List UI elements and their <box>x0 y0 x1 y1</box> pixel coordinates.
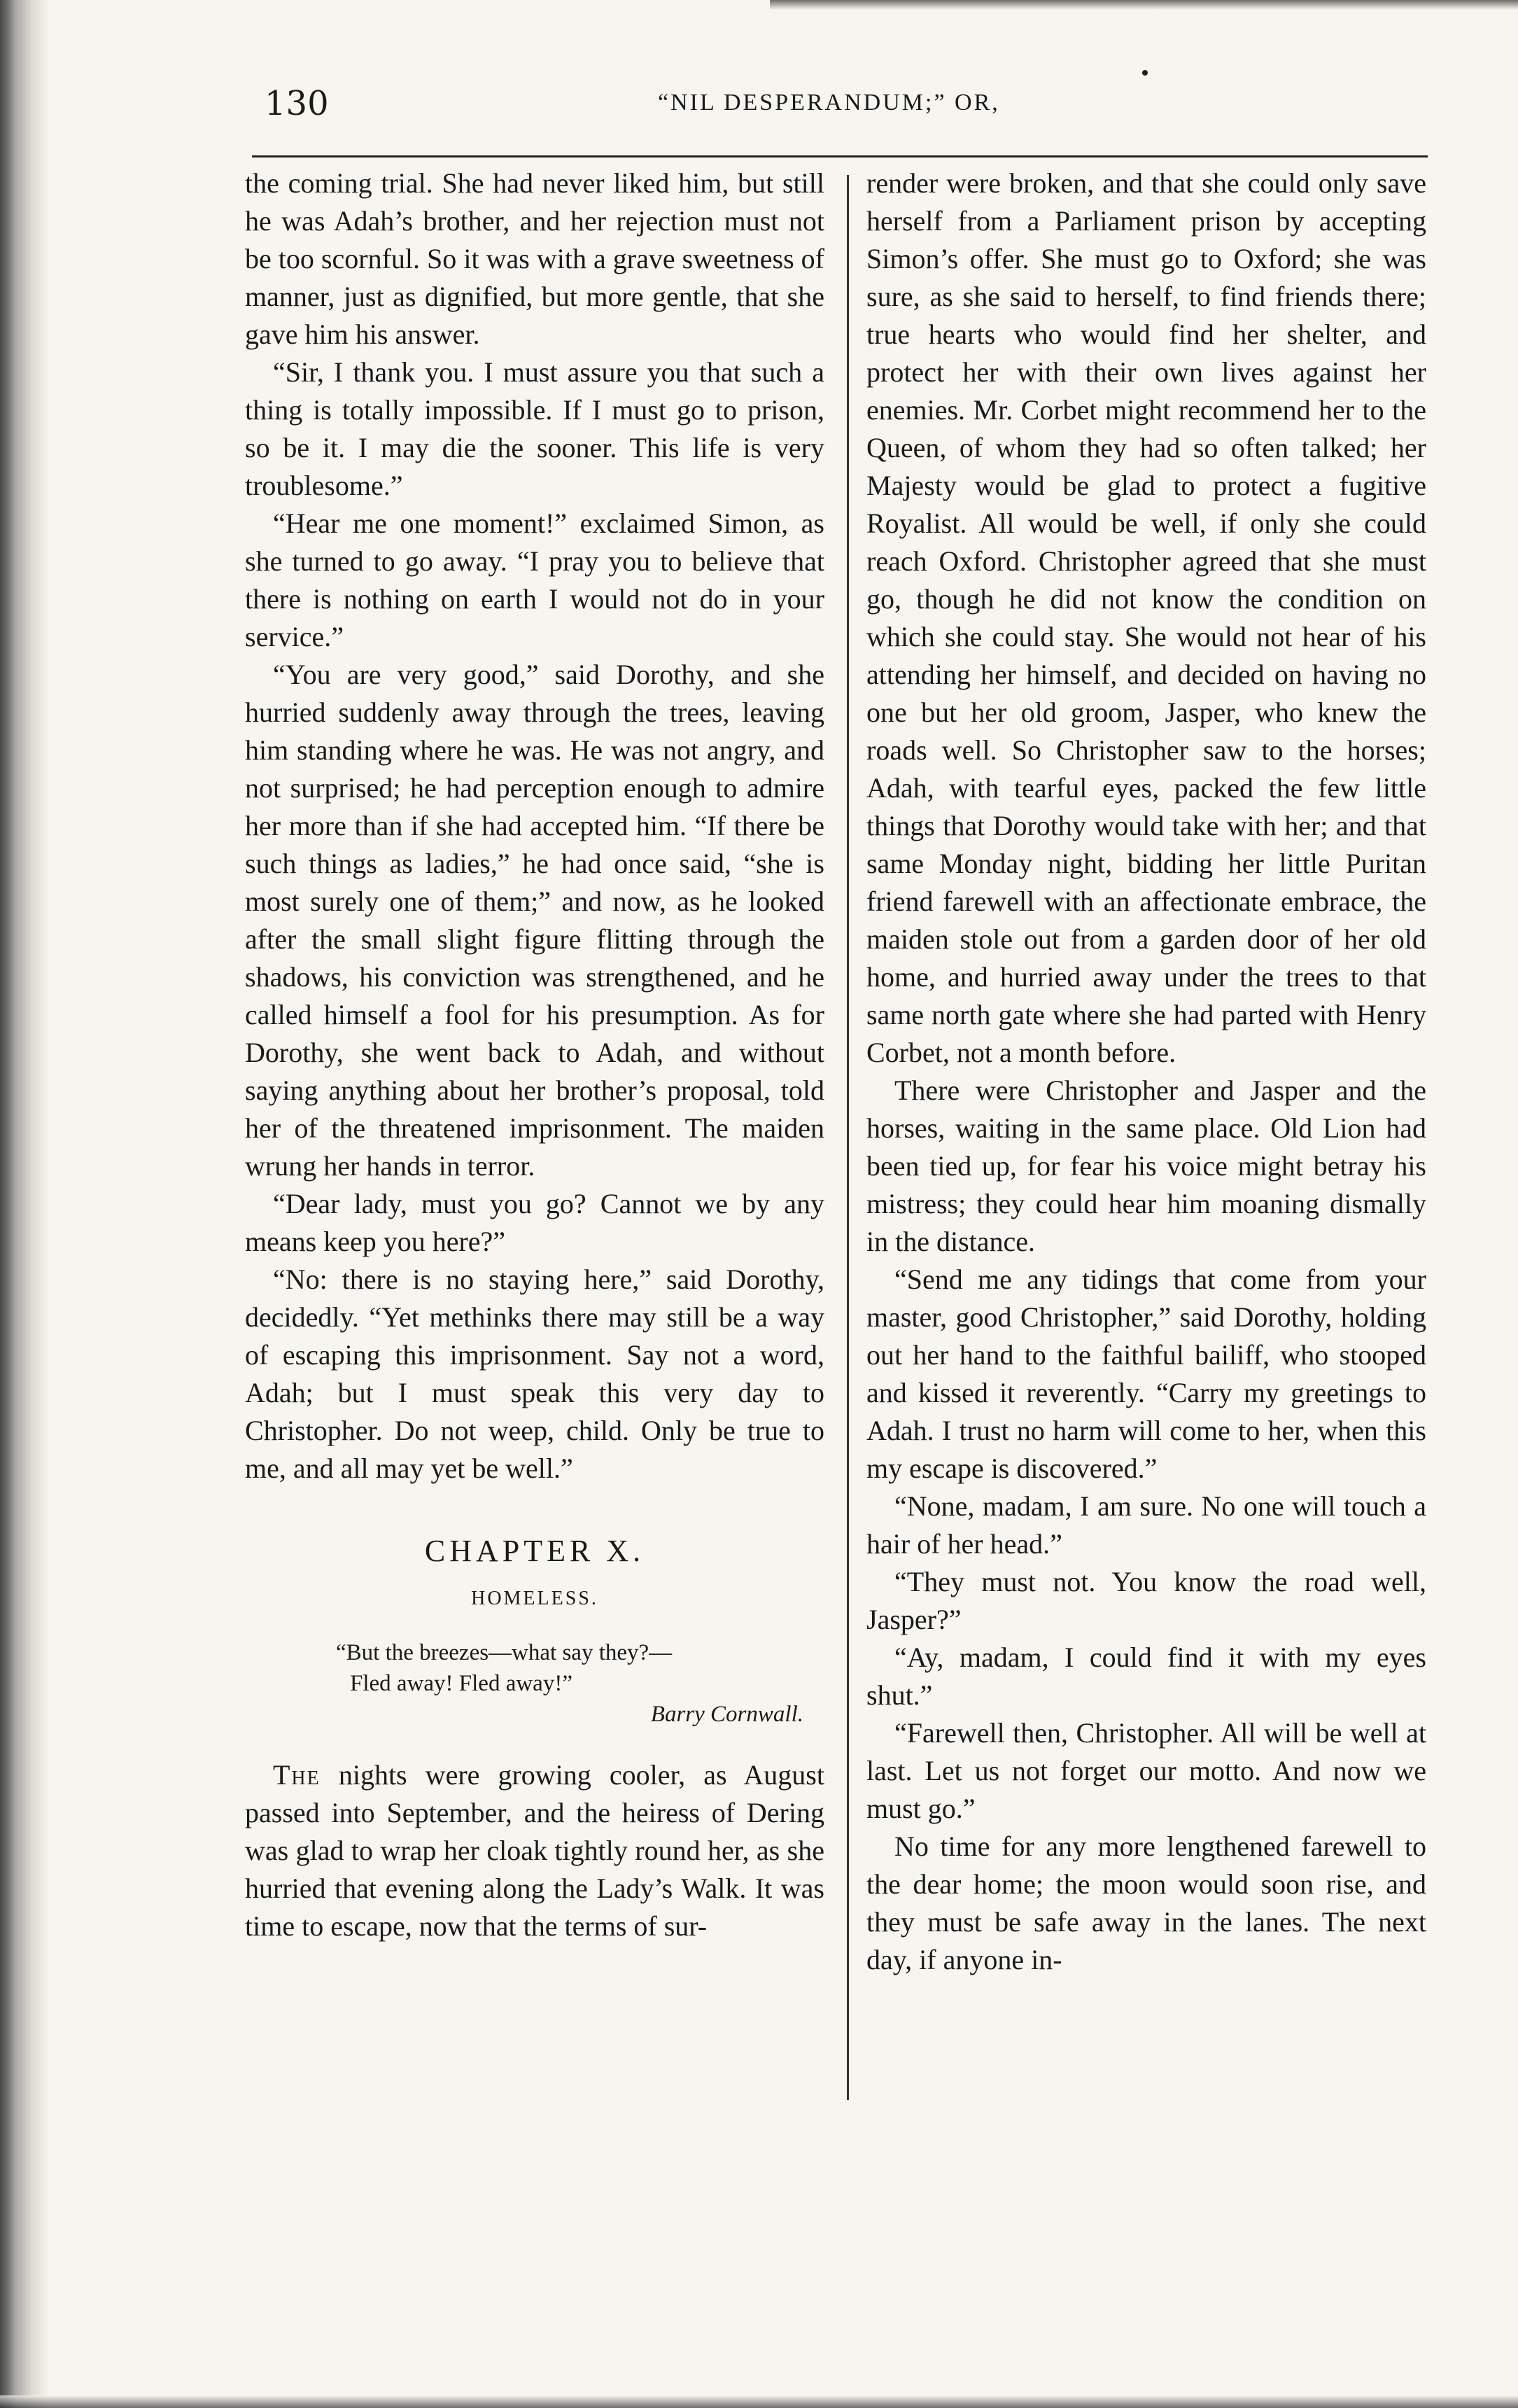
page-number: 130 <box>265 84 329 123</box>
paragraph: “Send me any tidings that come from your master, good Christopher,” said Dorothy, holding out her hand to the faithful bailiff, who stooped and kissed it reverently. “Carry my greetings to Adah. I trust no harm will come to her, when this my escape is discovered.” <box>866 1264 1426 1484</box>
left-column <box>245 164 824 1945</box>
opening-text: nights were growing cooler, as August passed into September, and the heiress of Dering was glad to wrap her cloak tightly round her, as she hurried that evening along the Lady’s Walk. It was time to escape, now that the terms of sur- <box>245 1759 824 1942</box>
page-edge-top <box>770 0 1518 10</box>
epigraph <box>336 1637 824 1730</box>
paragraph: “They must not. You know the road well, Jasper?” <box>866 1566 1426 1635</box>
paragraph: “None, madam, I am sure. No one will touch a hair of her head.” <box>866 1490 1426 1560</box>
chapter-title: CHAPTER X. <box>424 1534 645 1568</box>
epigraph-line: “But the breezes—what say they?— <box>336 1640 673 1665</box>
paragraph: “Ay, madam, I could find it with my eyes shut.” <box>866 1642 1426 1711</box>
running-title: “NIL DESPERANDUM;” OR, <box>658 90 1000 115</box>
paragraph: “Farewell then, Christopher. All will be well at last. Let us not forget our motto. And now we must go.” <box>866 1717 1426 1824</box>
paragraph: render were broken, and that she could only save herself from a Parliament prison by accepting Simon’s offer. She must go to Oxford; she was sure, as she said to herself, to find friends there; true hearts who would find her shelter, and protect her with their own lives against her enemies. Mr. Corbet might recommend her to the Queen, of whom they had so often talked; her Majesty would be glad to protect a fugitive Royalist. All would be well, if only she could reach Oxford. Christopher agreed that she must go, though he did not know the condition on which she could stay. She would not hear of his attending her himself, and decided on having no one but her old groom, Jasper, who knew the roads well. So Christopher saw to the horses; Adah, with tearful eyes, packed the few little things that Dorothy would take with her; and that same Monday night, bidding her little Puritan friend farewell with an affectionate embrace, the maiden stole out from a garden door of her old home, and hurried away under the trees to that same north gate where she had parted with Henry Corbet, not a month before. <box>866 167 1426 1068</box>
paragraph: No time for any more lengthened farewell to the dear home; the moon would soon rise, and they must be safe away in the lanes. The next day, if anyone in- <box>866 1830 1426 1975</box>
paragraph: “Hear me one moment!” exclaimed Simon, as she turned to go away. “I pray you to believe that there is nothing on earth I would not do in your service.” <box>245 507 824 652</box>
paragraph: “Dear lady, must you go? Cannot we by any means keep you here?” <box>245 1188 824 1257</box>
opening-word: The <box>273 1759 321 1791</box>
paragraph: the coming trial. She had never liked him, but still he was Adah’s brother, and her rejection must not be too scornful. So it was with a grave sweetness of manner, just as dignified, but more gentle, that she gave him his answer. <box>245 167 824 350</box>
paragraph: “Sir, I thank you. I must assure you that such a thing is totally impossible. If I must go to prison, so be it. I may die the sooner. This life is very troublesome.” <box>245 356 824 501</box>
header-rule <box>252 155 1428 158</box>
page-edge-bottom <box>0 2395 1518 2408</box>
epigraph-line: Fled away! Fled away!” <box>350 1671 572 1696</box>
paragraph: “You are very good,” said Dorothy, and she hurried suddenly away through the trees, leaving him standing where he was. He was not angry, and not surprised; he had perception enough to admire her more than if she had accepted him. “If there be such things as ladies,” he had once said, “she is most surely one of them;” and now, as he looked after the small slight figure flitting through the shadows, his conviction was strengthened, and he called himself a fool for his presumption. As for Dorothy, she went back to Adah, and without saying anything about her brother’s proposal, told her of the threatened imprisonment. The maiden wrung her hands in terror. <box>245 659 824 1182</box>
paragraph: There were Christopher and Jasper and the horses, waiting in the same place. Old Lion had been tied up, for fear his voice might betray his mistress; they could hear him moaning dismally in the distance. <box>866 1074 1426 1257</box>
chapter-opening-paragraph <box>245 1756 824 1945</box>
epigraph-author: Barry Cornwall. <box>650 1702 803 1727</box>
column-divider <box>847 175 849 2100</box>
paragraph: “No: there is no staying here,” said Dorothy, decidedly. “Yet methinks there may still be a way of escaping this imprisonment. Say not a word, Adah; but I must speak this very day to Christopher. Do not weep, child. Only be true to me, and all may yet be well.” <box>245 1264 824 1484</box>
binding-shadow <box>0 0 49 2408</box>
right-column <box>866 164 1426 1979</box>
ink-speck <box>1142 70 1148 76</box>
chapter-subtitle: HOMELESS. <box>471 1588 598 1609</box>
